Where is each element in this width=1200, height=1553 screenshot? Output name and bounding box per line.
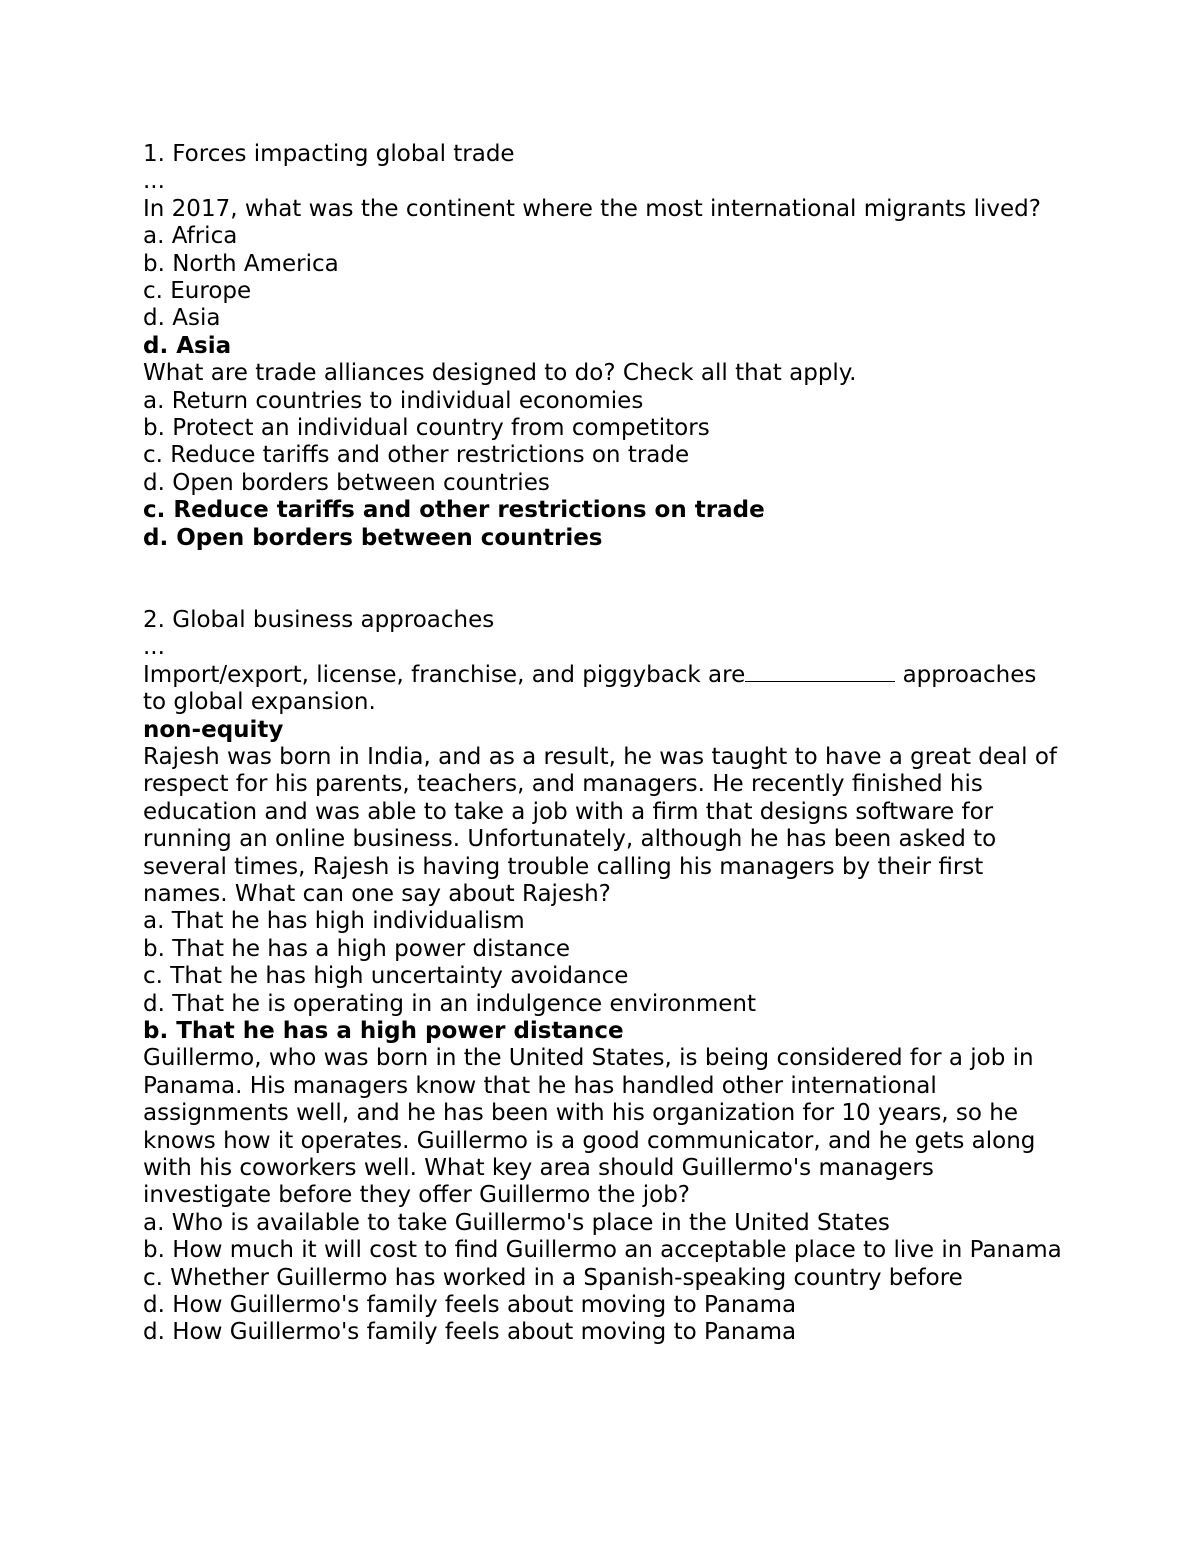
answer-option: c. Whether Guillermo has worked in a Spanish-speaking country before	[143, 1264, 963, 1291]
answer-option: a. That he has high individualism	[143, 908, 525, 935]
answer-option: b. Protect an individual country from competitors	[143, 415, 710, 442]
answer-option: d. That he is operating in an indulgence environment	[143, 990, 756, 1017]
answer-option: a. Who is available to take Guillermo's place in the United States	[143, 1209, 890, 1236]
answer-blank	[745, 663, 895, 682]
question-text: Rajesh was born in India, and as a result, he was taught to have a great deal of respect for his parents, teachers, and managers. He recently finished his education and was able to take a job with a firm that designs software for running an online business. Unfortunately, although he has been asked to several times, Rajesh is having trouble calling his managers by their first names. What can one say about Rajesh?	[143, 743, 1065, 907]
fill-in-question	[143, 662, 1063, 717]
answer-option: c. Reduce tariffs and other restrictions on trade	[143, 442, 690, 469]
section-2-heading: 2. Global business approaches	[143, 606, 495, 633]
correct-answer: c. Reduce tariffs and other restrictions on trade	[143, 497, 765, 524]
question-text-after-blank: approaches to global expansion.	[143, 661, 1044, 716]
section-1-heading: 1. Forces impacting global trade	[143, 141, 515, 167]
answer-option: a. Return countries to individual economies	[143, 387, 644, 414]
answer-option: c. That he has high uncertainty avoidance	[143, 963, 629, 990]
correct-answer: b. That he has a high power distance	[143, 1017, 624, 1044]
correct-answer: non-equity	[143, 716, 284, 743]
section-2-ellipsis: ...	[143, 634, 165, 661]
question-text: In 2017, what was the continent where the most international migrants lived?	[143, 195, 1041, 222]
answer-option: d. Asia	[143, 305, 221, 332]
answer-option: b. North America	[143, 250, 339, 277]
question-text-before-blank: Import/export, license, franchise, and piggyback are	[143, 661, 746, 688]
answer-option: d. Open borders between countries	[143, 469, 550, 496]
answer-option: b. That he has a high power distance	[143, 935, 570, 962]
correct-answer: d. How Guillermo's family feels about moving to Panama	[143, 1319, 797, 1346]
section-1-ellipsis: ...	[143, 168, 165, 195]
question-text: What are trade alliances designed to do? Check all that apply.	[143, 360, 857, 387]
document-page	[143, 141, 1063, 1347]
answer-option: a. Africa	[143, 223, 238, 250]
section-spacer	[143, 552, 1063, 607]
correct-answer: d. Asia	[143, 332, 232, 359]
correct-answer: d. Open borders between countries	[143, 524, 603, 551]
question-text: Guillermo, who was born in the United States, is being considered for a job in Panama. His managers know that he has handled other international assignments well, and he has been with his organization for 10 years, so he knows how it operates. Guillermo is a good communicator, and he gets along with his coworkers well. What key area should Guillermo's managers investigate before they offer Guillermo the job?	[143, 1045, 1043, 1209]
answer-option: d. How Guillermo's family feels about moving to Panama	[143, 1292, 797, 1319]
answer-option: c. Europe	[143, 278, 252, 305]
answer-option: b. How much it will cost to find Guillermo an acceptable place to live in Panama	[143, 1237, 1062, 1264]
